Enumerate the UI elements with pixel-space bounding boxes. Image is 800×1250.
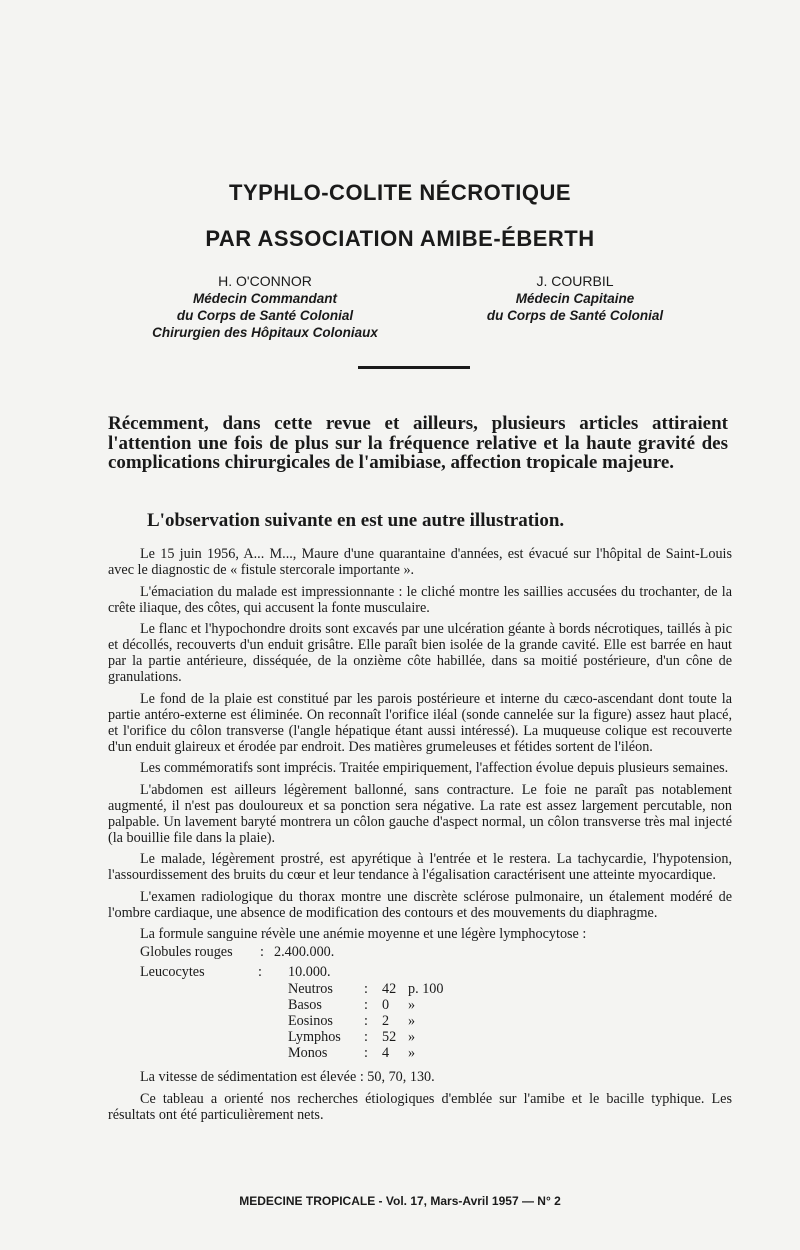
colon-separator: : [260,944,264,960]
author-name: H. O'CONNOR [218,273,312,289]
article-title-line-2: PAR ASSOCIATION AMIBE-ÉBERTH [205,226,595,251]
blood-label: Leucocytes [140,964,205,980]
formula-unit: p. 100 [408,981,444,997]
formula-unit: » [408,997,416,1013]
author-role: Médecin Capitaine [515,291,635,306]
journal-footer: MEDECINE TROPICALE - Vol. 17, Mars-Avril 1957 — N° 2 [239,1194,561,1208]
formula-row [288,981,732,997]
formula-name: Monos [288,1045,328,1061]
author-name: J. COURBIL [536,273,614,289]
author-role: du Corps de Santé Colonial [176,308,354,323]
body-paragraph: Le flanc et l'hypochondre droits sont excavés par une ulcération géante à bords nécrotiques, taillés à pic et décollés, recouverts d'un enduit grisâtre. Elle paraît bien isolée de la grande cavité. Elle est barrée en haut par la partie antérieure, disséquée, de la onzième côte habillée, dans sa moitié postérieure, d'un cône de granulations. [108,621,732,685]
author-role: Chirurgien des Hôpitaux Coloniaux [152,325,378,340]
article-body [108,546,732,1128]
blood-value: 10.000. [288,964,331,980]
formula-value: 4 [382,1045,390,1061]
body-paragraph: L'abdomen est ailleurs légèrement ballonné, sans contracture. Le foie ne paraît pas notablement augmenté, il n'est pas douloureux et sa ponction sera négative. La rate est assez largement percutable, non palpable. Un lavement baryté montrera un côlon gauche d'aspect normal, un côlon transverse très mal injecté (la bouillie file dans la plaie). [108,781,732,846]
author-block-2 [450,273,700,324]
leucocyte-formula [288,981,732,1061]
colon-separator: : [364,1045,368,1061]
formula-name: Neutros [288,981,333,997]
blood-value: 2.400.000. [274,944,335,960]
formula-row [288,997,732,1013]
body-paragraph: Le malade, légèrement prostré, est apyrétique à l'entrée et le restera. La tachycardie, l'hypotension, l'assourdissement des bruits du cœur et leur tendance à l'égalisation caractérisent une atteinte myocardique. [108,851,732,883]
formula-name: Eosinos [288,1013,333,1029]
colon-separator: : [258,964,262,980]
body-paragraph: Le fond de la plaie est constitué par les parois postérieure et interne du cæco-ascendant dont toute la partie antéro-externe est éliminée. On reconnaît l'orifice iléal (sonde cannelée sur la figure) assez haut placé, et l'orifice du côlon transverse (l'angle hépatique étant aussi intéressé). La muqueuse colique est recouverte d'un enduit glaireux et érodée par endroit. Des matières grumeleuses et fétides sortent de l'iléon. [108,690,732,755]
colon-separator: : [364,1029,368,1045]
formula-row [288,1045,732,1061]
formula-value: 42 [382,981,397,997]
body-paragraph: La formule sanguine révèle une anémie moyenne et une légère lymphocytose : [140,926,587,942]
colon-separator: : [364,1013,368,1029]
blood-row-leucocytes [108,964,732,981]
body-paragraph: L'examen radiologique du thorax montre une discrète sclérose pulmonaire, un étalement modéré de l'ombre cardiaque, une absence de modification des contours et des mouvements du diaphragme. [108,888,732,921]
formula-row [288,1013,732,1029]
author-role: du Corps de Santé Colonial [486,308,664,323]
intro-paragraph: Récemment, dans cette revue et ailleurs, plusieurs articles attiraient l'attention une fois de plus sur la fréquence relative et la haute gravité des complications chirurgicales de l'amibiase, affection tropicale majeure. [108,413,728,473]
formula-row [288,1029,732,1045]
colon-separator: : [364,997,368,1013]
article-title-line-1: TYPHLO-COLITE NÉCROTIQUE [229,180,571,205]
formula-value: 2 [382,1013,390,1029]
body-paragraph: Le 15 juin 1956, A... M..., Maure d'une quarantaine d'années, est évacué sur l'hôpital de Saint-Louis avec le diagnostic de « fistule stercorale importante ». [108,546,732,578]
body-paragraph: Les commémoratifs sont imprécis. Traitée empiriquement, l'affection évolue depuis plusieurs semaines. [140,760,729,776]
formula-unit: » [408,1045,416,1061]
title-divider [358,366,470,369]
body-paragraph: L'émaciation du malade est impressionnante : le cliché montre les saillies accusées du trochanter, de la crête iliaque, des côtes, qui accusent la fonte musculaire. [108,583,732,616]
formula-value: 0 [382,997,390,1013]
author-role: Médecin Commandant [192,291,338,306]
colon-separator: : [364,981,368,997]
formula-unit: » [408,1029,416,1045]
blood-label: Globules rouges [140,944,233,960]
author-block-1 [120,273,410,341]
formula-name: Basos [288,997,322,1013]
body-paragraph: La vitesse de sédimentation est élevée : 50, 70, 130. [140,1069,435,1085]
blood-row-globules [108,944,732,961]
body-paragraph: Ce tableau a orienté nos recherches étiologiques d'emblée sur l'amibe et le bacille typhique. Les résultats ont été particulièrement nets. [108,1090,732,1123]
formula-value: 52 [382,1029,397,1045]
lead-sentence: L'observation suivante en est une autre illustration. [147,510,565,531]
blood-count-table [108,944,732,1061]
formula-unit: » [408,1013,416,1029]
formula-name: Lymphos [288,1029,341,1045]
